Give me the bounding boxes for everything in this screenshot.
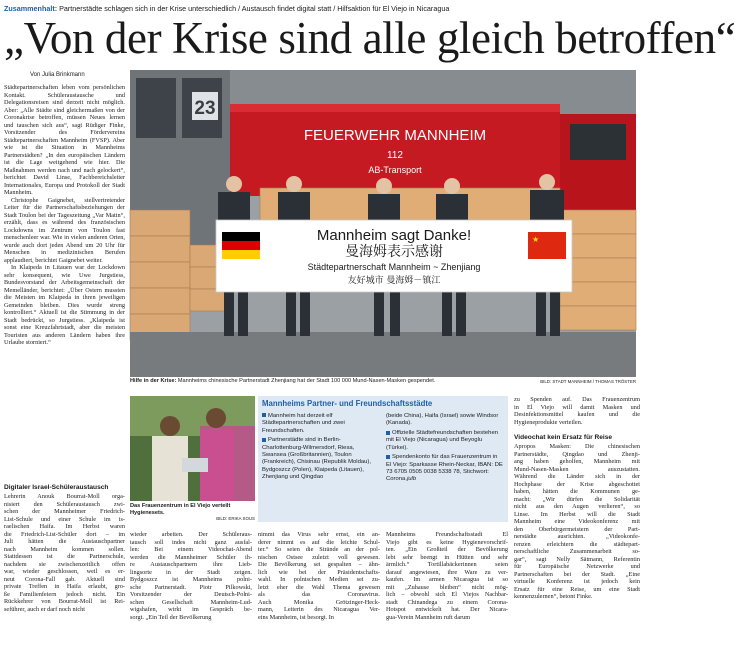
bullet-square-icon bbox=[262, 438, 266, 442]
text-line: zu Spenden auf. Das Frauenzentrum bbox=[514, 396, 640, 403]
banner-chinese-partner-text: 友好城市 曼海姆－镇江 bbox=[347, 276, 441, 286]
building-number: 23 bbox=[194, 98, 216, 119]
text-line: kaufen. Im armen Nicaragua ist so bbox=[386, 576, 508, 583]
infobox-column-a bbox=[262, 413, 380, 484]
article-column-1-lower bbox=[4, 493, 125, 646]
author-initials: julb bbox=[406, 476, 417, 483]
infobox-item-text: Mannheim hat derzeit elf Städtepartnerschaften und zwei Freundschaften. bbox=[262, 413, 345, 434]
text-line: wigshafen, wirkt im Gespräch be- bbox=[130, 606, 252, 613]
text-line: Desinfektionsmittel kaufen und die bbox=[514, 411, 640, 418]
text-line: Apropos Masken: Die chinesischen bbox=[514, 443, 640, 450]
banner-chinese-text: 曼海姆表示感谢 bbox=[345, 244, 443, 260]
text-line: stadt Chinandega zu einem Corona- bbox=[386, 598, 508, 606]
text-line: nisiert den Schüleraustausch zwi- bbox=[4, 500, 125, 508]
text-line: als das Coronavirus. bbox=[258, 591, 380, 598]
text-line: lich wie bei der Präsidentschafts- bbox=[258, 568, 380, 576]
text-line: Juli hätten die Austauschpartner bbox=[4, 538, 125, 545]
text-line: mit „Zuhause bleiben“ nicht mög- bbox=[386, 583, 508, 591]
text-line: seführer, auch er darf noch nicht bbox=[4, 605, 85, 613]
text-line: Hochphase der Krise abgeschottet bbox=[514, 480, 640, 488]
text-line: eins Mannheim, ist besorgt. In bbox=[258, 613, 334, 621]
text-line: List-Schule und einer Schule im is- bbox=[4, 515, 125, 523]
text-line: kennenzulernen“, betont Finke. bbox=[514, 593, 593, 600]
truck-sublabel: AB-Transport bbox=[368, 165, 422, 175]
bullet-square-icon bbox=[262, 413, 266, 417]
text-line: nerstädte ausrichten. „Videokonfe- bbox=[514, 533, 640, 540]
text-line: Viejo gibt es keine Hygienevorschrif- bbox=[386, 538, 508, 546]
main-photo bbox=[130, 70, 636, 377]
text-line: Während die Länder sich in der bbox=[514, 473, 640, 480]
partner-cities-infobox bbox=[258, 396, 508, 522]
infobox-item-text: Partnerstädte sind in Berlin-Charlottenburg-Wilmersdorf, Riesa, Swansea (Großbritannien), Toulon (Frankreich), Chisinau (Republik Moldau), Bydgoszcz (Polen), Klaipeda (Litauen), Zhenjiang und Qingdao bbox=[262, 437, 372, 480]
text-line: nachdem sie zwischenzeitlich offen bbox=[4, 560, 125, 568]
text-line: Mannheims Freundschaftsstadt El bbox=[386, 531, 508, 538]
text-line: Hotspot entwickelt hat. Der Nicara- bbox=[386, 606, 508, 613]
text-line: gua-Verein Mannheim ruft darum bbox=[386, 613, 471, 621]
text-line: darauf angewiesen, ihre Ware zu ver- bbox=[386, 568, 508, 576]
text-line: ter.“ So seien die Strände an der pol- bbox=[258, 546, 380, 553]
main-photo-illustration bbox=[130, 70, 636, 377]
text-line: neut Corona-Fall gab. Aktuell sind bbox=[4, 575, 125, 583]
bullet-square-icon bbox=[386, 431, 390, 435]
infobox-item bbox=[262, 437, 380, 481]
text-line: Bydgoszcz ist Mannheims polni- bbox=[130, 576, 252, 583]
text-line: sorgt. „Ein Teil der Bevölkerung bbox=[130, 613, 212, 621]
text-line: lich – obwohl sich El Viejos Nachbar- bbox=[386, 591, 508, 598]
text-line: virtuelle Konferenz ist jedoch kein bbox=[514, 578, 640, 585]
kicker-label: Zusammenhalt: bbox=[4, 4, 58, 13]
infobox-item bbox=[386, 413, 504, 428]
text-line: Lehrerin Anouk Bourrat-Moll orga- bbox=[4, 493, 125, 500]
text-line: ang haben geholfen, Mannheim mit bbox=[514, 458, 640, 465]
text-line: schen der Mannheimer Friedrich- bbox=[4, 508, 125, 515]
text-line: ärmlich.“ Tortillabäckerinnen seien bbox=[386, 561, 508, 568]
text-line: Vorsitzender der Deutsch-Polni- bbox=[130, 591, 252, 598]
text-line: Hygieneprodukte verteilen. bbox=[514, 418, 583, 426]
text-line: Die Bevölkerung sei gespalten – ähn- bbox=[258, 561, 380, 568]
text-line: derer nimmt es auf die leichte Schul- bbox=[258, 538, 380, 546]
paragraph: In Klaipeda in Litauen war der Lockdown sehr konsequent, wie Uwe Jurgstiess, Bundesvorstand der Arbeitsgemeinschaft der Memelländer, berichtet: „Über Ostern mussten die Meisten im Klaipeda in ihren jeweiligen Gemeinden bleiben. Dies wurde streng kontrolliert.“ Aktuell ist die Stimmung in der Stadt bedrückt, so Jurgstiess. „Klaipeda ist sonst eine Kreuzfahrtstadt, aber die meisten Touristen aus anderen Ländern haben ihre Urlaube storniert.“ bbox=[4, 264, 125, 346]
text-line: lingsorte in der Stadt zeigen. bbox=[130, 568, 252, 576]
text-line: die Friedrich-List-Schüler dort – im bbox=[4, 530, 125, 538]
infobox-title: Mannheims Partner- und Freundschaftsstädte bbox=[262, 399, 433, 408]
women-center-illustration bbox=[130, 396, 255, 501]
truck-lettering: FEUERWEHR MANNHEIM bbox=[303, 127, 487, 144]
headline: „Von der Krise sind alle gleich betroffen“ bbox=[4, 13, 735, 63]
text-line: nicht aus den Augen verlieren“, so bbox=[514, 503, 640, 510]
article-column-2 bbox=[130, 531, 252, 645]
text-line: schen Gesellschaft Mannheim-Lud- bbox=[130, 598, 252, 606]
text-line: in El Viejo will damit Masken und bbox=[514, 403, 640, 411]
text-line: Linse. Im Herbst will die Stadt bbox=[514, 510, 640, 518]
infobox-item-text: Spendenkonto für das Frauenzentrum in El Viejo: Sparkasse Rhein-Neckar, IBAN: DE 73 6705 0505 0038 5338 78, Stichwort: Corona. bbox=[386, 454, 503, 483]
banner-main-text: Mannheim sagt Danke! bbox=[316, 227, 472, 244]
article-column-1 bbox=[4, 84, 125, 482]
kicker-text: Partnerstädte schlagen sich in der Krise unterschiedlich / Austausch findet digital statt / Hilfsaktion für El Viejo in Nicaragua bbox=[59, 4, 450, 13]
text-line: Ersatz für eine Reise, um eine Stadt bbox=[514, 585, 640, 593]
article-column-5-top bbox=[514, 396, 640, 428]
text-line: nach Mannheim kommen sollen. bbox=[4, 545, 125, 553]
text-line: raelischen Haifa. Im Herbst waren bbox=[4, 523, 125, 530]
article-column-5-body bbox=[514, 443, 640, 645]
text-line: nerschaftliche Zusammenarbeit so- bbox=[514, 548, 640, 555]
text-line: nimmt das Virus sehr ernst, ein an- bbox=[258, 531, 380, 538]
text-line: gar“, sagt Nelly Sätmann, Referentin bbox=[514, 555, 640, 563]
banner-partner-text: Städtepartnerschaft Mannheim ~ Zhenjiang bbox=[307, 262, 481, 272]
article-column-3 bbox=[258, 531, 380, 645]
truck-number: 112 bbox=[387, 150, 403, 161]
text-line: renzen erleichtern die städtepart- bbox=[514, 540, 640, 548]
text-line: tausch soll indes nicht ganz ausfal- bbox=[130, 538, 252, 546]
text-line: Stattdessen ist die Partnerschule, bbox=[4, 553, 125, 560]
star-icon: ★ bbox=[532, 235, 540, 244]
text-line: Partnerstädte, Qingdao und Zhenji- bbox=[514, 450, 640, 458]
text-line: Mannheim eine Videokonferenz mit bbox=[514, 518, 640, 525]
byline: Von Julia Brinkmann bbox=[30, 72, 85, 78]
text-line: letzt eher die Wahl Thema gewesen bbox=[258, 583, 380, 591]
text-line: Auch Monika Grötzinger-Heck- bbox=[258, 598, 380, 606]
photo-credit: BILD: STADT MANNHEIM / THOMAS TRÖSTER bbox=[540, 379, 636, 384]
text-line: für Europäische Netzwerke und bbox=[514, 563, 640, 570]
text-line: den Oberbürgermeistern der Part- bbox=[514, 525, 640, 533]
text-line: Rückkehrer von Bourrat-Moll ist Rei- bbox=[4, 598, 125, 605]
text-line: len: Bei einem Videochat-Abend bbox=[130, 546, 252, 553]
caption2-text: Das Frauenzentrum in El Viejo verteilt Hygienesets. bbox=[130, 503, 231, 516]
caption-text: Mannheims chinesische Partnerstadt Zhenjiang hat der Stadt 100 000 Mund-Nasen-Masken gespendet. bbox=[177, 378, 436, 384]
infobox-item bbox=[386, 430, 504, 452]
infobox-item bbox=[386, 454, 504, 483]
text-line: ten. „Ein Großteil der Bevölkerung bbox=[386, 546, 508, 553]
text-line: haben, hätten die Kommunen ge- bbox=[514, 488, 640, 495]
text-line: ße Familienfeiern jedoch nicht. Ein bbox=[4, 590, 125, 598]
text-line: wieder arbeiten. Der Schüleraus- bbox=[130, 531, 252, 538]
text-line: re Austauschpartnern ihre Lieb- bbox=[130, 561, 252, 568]
text-line: werden die Mannheimer Schüler ih- bbox=[130, 553, 252, 561]
text-line: Partnerschaften bei der Stadt. „Eine bbox=[514, 570, 640, 578]
subheading-videochat: Videochat kein Ersatz für Reise bbox=[514, 434, 613, 441]
text-line: wahl. In polnischen Medien sei zu- bbox=[258, 576, 380, 583]
infobox-item-text: Offizielle Städtefreundschaften bestehen mit El Viejo (Nicaragua) und Beyoglu (Türkei). bbox=[386, 430, 498, 451]
main-photo-caption bbox=[130, 378, 636, 384]
photo2-credit: BILD: ERIKA SOUS bbox=[216, 516, 255, 522]
text-line: nischen Ostsee zuletzt voll gewesen. bbox=[258, 553, 380, 561]
infobox-item-text: (beide China), Haifa (Israel) sowie Windsor (Kanada). bbox=[386, 413, 499, 427]
article-column-4 bbox=[386, 531, 508, 645]
paragraph: Christophe Gaignebet, stellvertretender Leiter für die Partnerschaftsbeziehungen der Stadt Toulon bei der Tageszeitung „Var Matin“, erzählt, dass es während des französischen Lockdowns im Zentrum von Toulon fast menschenleer war. Wie in vielen anderen Orten, wurde auch dort jeden Abend um 20 Uhr für Menschen in medizinischen Berufen applaudiert, berichtet Gaignebet weiter. bbox=[4, 196, 125, 264]
text-line: war, wieder geschlossen, weil es er- bbox=[4, 568, 125, 575]
caption-bold: Hilfe in der Krise: bbox=[130, 378, 177, 384]
text-line: lebt sehr beengt in Hütten und sehr bbox=[386, 553, 508, 561]
paragraph: Städtepartnerschaften leben vom persönlichen Kontakt. Schüleraustausche und Delegationsreisen sind derzeit nicht möglich. Aber: „Alle Städte sind gleichermaßen von der Coronakrise betroffen, müssen Neues lernen und tauschen sich aus“, sagt Rüdiger Finke, Vorsitzender des Fördervereins Städtepartnerschaften Mannheim (FVSP). Aber wie ist die Situation in Mannheims Partnerstädten? „In den europäischen Ländern ist die Lage weitgehend wie hier. Die Maßnahmen werden nach und nach gelockert“, berichtet David Linse, Fachbereichsleiter Internationales, Europa und Protokoll der Stadt Mannheim. bbox=[4, 84, 125, 196]
women-center-caption bbox=[130, 503, 255, 523]
text-line: macht: „Wir dürfen die Solidarität bbox=[514, 495, 640, 503]
text-line: Mund-Nasen-Masken auszustatten. bbox=[514, 465, 640, 473]
text-line: sche Partnerstadt. Piotr Pilkowski, bbox=[130, 583, 252, 591]
infobox-item bbox=[262, 413, 380, 435]
infobox-column-b bbox=[386, 413, 504, 486]
bullet-square-icon bbox=[386, 455, 390, 459]
women-center-photo bbox=[130, 396, 255, 501]
text-line: private Treffen in Haifa erlaubt, gro- bbox=[4, 583, 125, 590]
text-line: mann, Leiterin des Nicaragua Ver- bbox=[258, 606, 380, 613]
subheading-israel: Digitaler Israel-Schüleraustausch bbox=[4, 484, 109, 491]
